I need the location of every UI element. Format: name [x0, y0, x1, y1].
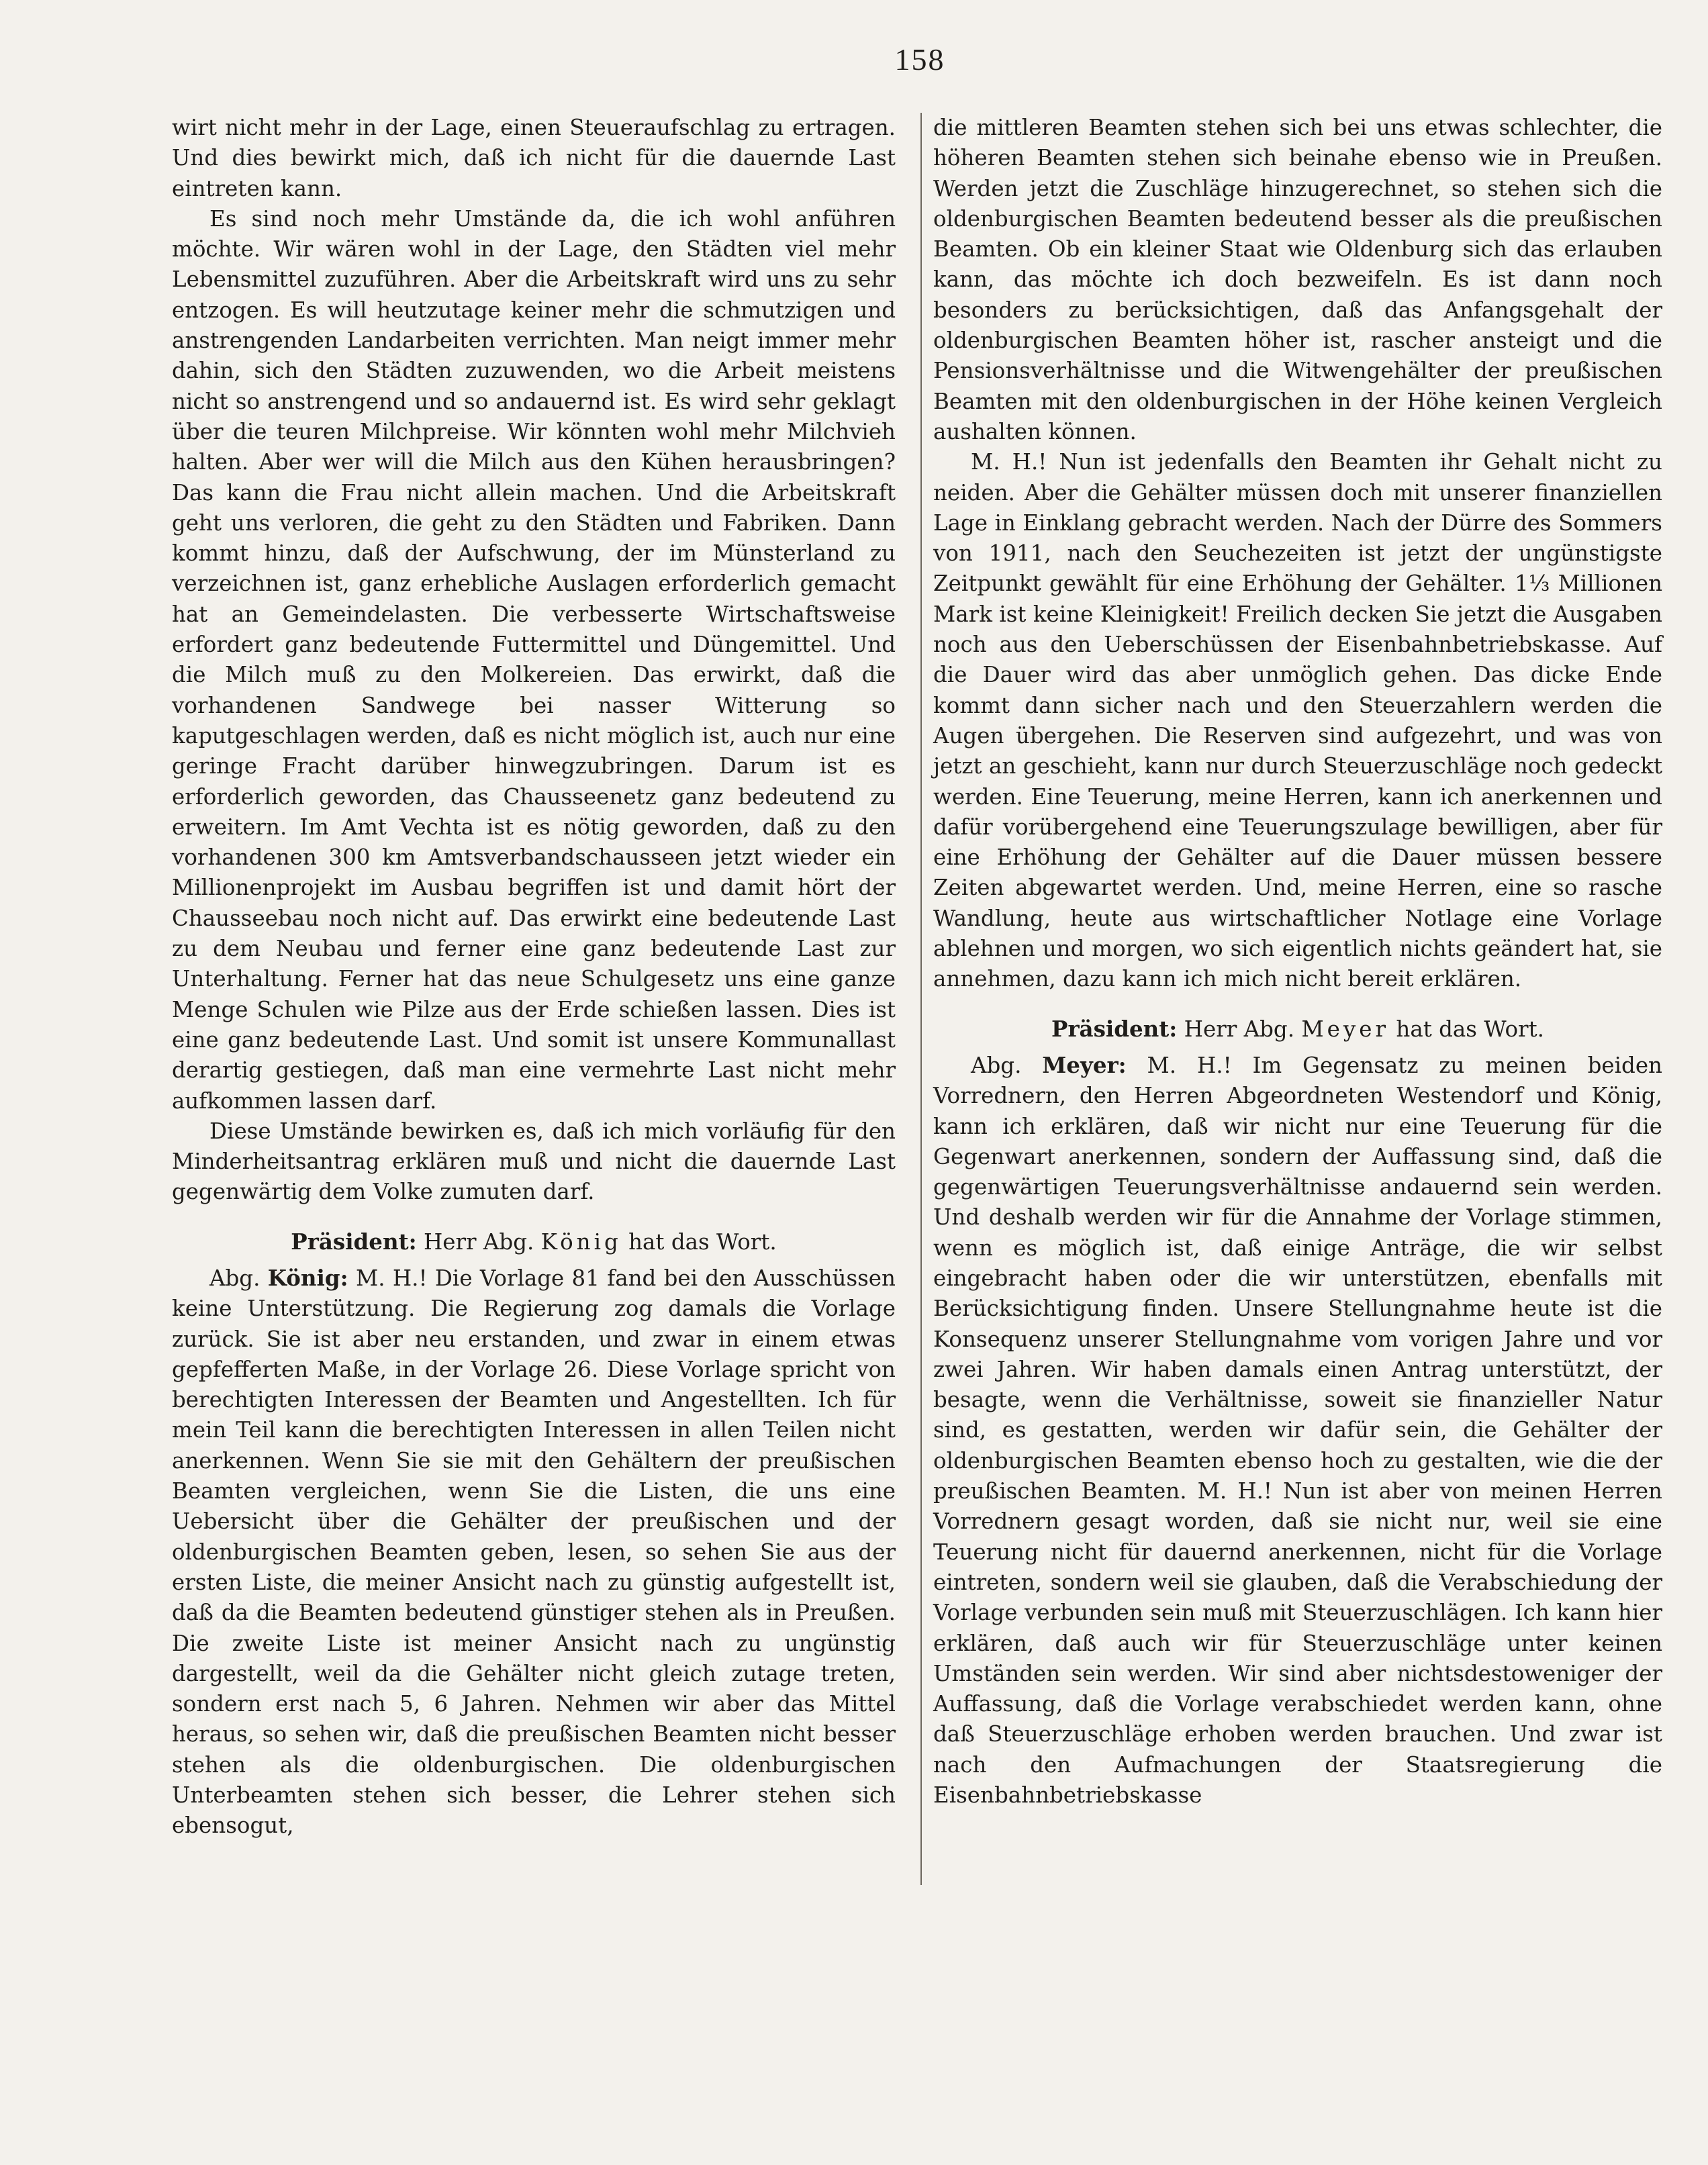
president-speaker-name: Meyer [1301, 1016, 1390, 1042]
speech-koenig [172, 1263, 896, 1841]
speech-prefix: Abg. [209, 1265, 260, 1291]
president-text-post: hat das Wort. [1396, 1016, 1544, 1042]
left-paragraph-1: wirt nicht mehr in der Lage, einen Steueraufschlag zu ertragen. Und dies bewirkt mich, daß ich nicht für die dauernde Last eintreten kann. [172, 115, 896, 201]
speech-speaker: Meyer: [1042, 1051, 1127, 1078]
president-text-pre: Herr Abg. [423, 1229, 534, 1255]
right-paragraph-1: die mittleren Beamten stehen sich bei uns etwas schlechter, die höheren Beamten stehen sich beinahe ebenso wie in Preußen. Werden jetzt die Zuschläge hinzugerechnet, so stehen sich die oldenburgischen Beamten bedeutend besser als die preußischen Beamten. Ob ein kleiner Staat wie Oldenburg sich das erlauben kann, das möchte ich doch bezweifeln. Es ist dann noch besonders zu berücksichtigen, daß das Anfangsgehalt der oldenburgischen Beamten höher ist, rascher ansteigt und die Pensionsverhältnisse und die Witwengehälter der preußischen Beamten mit den oldenburgischen in der Höhe keinen Vergleich aushalten können. [933, 115, 1662, 444]
president-announcement-meyer [933, 1014, 1662, 1045]
president-announcement-koenig [172, 1226, 896, 1257]
president-label: Präsident: [291, 1228, 417, 1255]
column-divider [920, 113, 922, 1885]
speech-text: M. H.! Im Gegensatz zu meinen beiden Vorrednern, den Herren Abgeordneten Westendorf und König, kann ich erklären, daß wir nicht nur eine Teuerung für die Gegenwart anerkennen, sondern der Auffassung sind, daß die gegenwärtigen Teuerungsverhältnisse andauernd sein werden. Und deshalb werden wir für die Annahme der Vorlage stimmen, wenn es möglich ist, daß einige Anträge, die wir selbst eingebracht haben oder die wir unterstützen, ebenfalls mit Berücksichtigung finden. Unsere Stellungnahme heute ist die Konsequenz unserer Stellungnahme vom vorigen Jahre und vor zwei Jahren. Wir haben damals einen Antrag unterstützt, der besagte, wenn die Verhältnisse, soweit sie finanzieller Natur sind, es gestatten, werden wir dafür sein, die Gehälter der oldenburgischen Beamten ebenso hoch zu gestalten, wie die der preußischen Beamten. M. H.! Nun ist aber von meinen Herren Vorrednern gesagt worden, daß sie nicht nur, weil sie eine Teuerung nicht für dauernd anerkennen, nicht für die Vorlage eintreten, sondern weil sie glauben, daß die Verabschiedung der Vorlage verbunden sein muß mit Steuerzuschlägen. Ich kann hier erklären, daß auch wir für Steuerzuschläge unter keinen Umständen sein werden. Wir sind aber nichtsdestoweniger der Auffassung, daß die Vorlage verabschiedet werden kann, ohne daß Steuerzuschläge erhoben werden brauchen. Und zwar ist nach den Aufmachungen der Staatsregierung die Eisenbahnbetriebskasse [933, 1052, 1662, 1809]
president-text-pre: Herr Abg. [1184, 1016, 1295, 1042]
president-label: Präsident: [1051, 1015, 1178, 1042]
president-speaker-name: König [540, 1229, 622, 1255]
right-paragraph-2: M. H.! Nun ist jedenfalls den Beamten ihr Gehalt nicht zu neiden. Aber die Gehälter müssen doch mit unserer finanziellen Lage in Einklang gebracht werden. Nach der Dürre des Sommers von 1911, nach den Seuchezeiten ist jetzt der ungünstigste Zeitpunkt gewählt für eine Erhöhung der Gehälter. 1⅓ Millionen Mark ist keine Kleinigkeit! Freilich decken Sie jetzt die Ausgaben noch aus den Ueberschüssen der Eisenbahnbetriebskasse. Auf die Dauer wird das aber unmöglich gehen. Das dicke Ende kommt dann sicher nach und den Steuerzahlern werden die Augen übergehen. Die Reserven sind aufgezehrt, und was von jetzt an geschieht, kann nur durch Steuerzuschläge noch gedeckt werden. Eine Teuerung, meine Herren, kann ich anerkennen und dafür vorübergehend eine Teuerungszulage bewilligen, aber für eine Erhöhung der Gehälter auf die Dauer müssen bessere Zeiten abgewartet werden. Und, meine Herren, eine so rasche Wandlung, heute aus wirtschaftlicher Notlage eine Vorlage ablehnen und morgen, wo sich eigentlich nichts geändert hat, sie annehmen, dazu kann ich mich nicht bereit erklären. [933, 449, 1662, 992]
left-column [172, 113, 896, 1841]
speech-text: M. H.! Die Vorlage 81 fand bei den Ausschüssen keine Unterstützung. Die Regierung zog damals die Vorlage zurück. Sie ist aber neu erstanden, und zwar in einem etwas gepfefferten Maße, in der Vorlage 26. Diese Vorlage spricht von berechtigten Interessen der Beamten und Angestellten. Ich für mein Teil kann die berechtigten Interessen in allen Teilen nicht anerkennen. Wenn Sie sie mit den Gehältern der preußischen Beamten vergleichen, wenn Sie die Listen, die uns eine Uebersicht über die Gehälter der preußischen und der oldenburgischen Beamten geben, lesen, so sehen Sie aus der ersten Liste, die meiner Ansicht nach zu günstig aufgestellt ist, daß da die Beamten bedeutend günstiger stehen als in Preußen. Die zweite Liste ist meiner Ansicht nach zu ungünstig dargestellt, weil da die Gehälter nicht gleich zutage treten, sondern erst nach 5, 6 Jahren. Nehmen wir aber das Mittel heraus, so sehen wir, daß die preußischen Beamten nicht besser stehen als die oldenburgischen. Die oldenburgischen Unterbeamten stehen sich besser, die Lehrer stehen sich ebensogut, [172, 1265, 896, 1839]
speech-speaker: König: [267, 1264, 348, 1291]
left-paragraph-2: Es sind noch mehr Umstände da, die ich wohl anführen möchte. Wir wären wohl in der Lage, den Städten viel mehr Lebensmittel zuzuführen. Aber die Arbeitskraft wird uns zu sehr entzogen. Es will heutzutage keiner mehr die schmutzigen und anstrengenden Landarbeiten verrichten. Man neigt immer mehr dahin, sich den Städten zuzuwenden, wo die Arbeit meistens nicht so anstrengend und so andauernd ist. Es wird sehr geklagt über die teuren Milchpreise. Wir könnten wohl mehr Milchvieh halten. Aber wer will die Milch aus den Kühen herausbringen? Das kann die Frau nicht allein machen. Und die Arbeitskraft geht uns verloren, die geht zu den Städten und Fabriken. Dann kommt hinzu, daß der Aufschwung, der im Münsterland zu verzeichnen ist, ganz erhebliche Auslagen erforderlich gemacht hat an Gemeindelasten. Die verbesserte Wirtschaftsweise erfordert ganz bedeutende Futtermittel und Düngemittel. Und die Milch muß zu den Molkereien. Das erwirkt, daß die vorhandenen Sandwege bei nasser Witterung so kaputgeschlagen werden, daß es nicht möglich ist, auch nur eine geringe Fracht darüber hinwegzubringen. Darum ist es erforderlich geworden, das Chausseenetz ganz bedeutend zu erweitern. Im Amt Vechta ist es nötig geworden, daß zu den vorhandenen 300 km Amtsverbandschausseen jetzt wieder ein Millionenprojekt im Ausbau begriffen ist und damit hört der Chausseebau noch nicht auf. Das erwirkt eine bedeutende Last zu dem Neubau und ferner eine ganz bedeutende Last zur Unterhaltung. Ferner hat das neue Schulgesetz uns eine ganze Menge Schulen wie Pilze aus der Erde schießen lassen. Dies ist eine ganz bedeutende Last. Und somit ist unsere Kommunallast derartig gestiegen, daß man eine vermehrte Last nicht mehr aufkommen lassen darf. [172, 205, 896, 1114]
speech-prefix: Abg. [971, 1052, 1022, 1078]
right-column [933, 113, 1662, 1811]
left-paragraph-3: Diese Umstände bewirken es, daß ich mich vorläufig für den Minderheitsantrag erklären muß und nicht die dauernde Last gegenwärtig dem Volke zumuten darf. [172, 1118, 896, 1205]
page-number: 158 [894, 42, 945, 77]
speech-meyer [933, 1050, 1662, 1811]
president-text-post: hat das Wort. [628, 1229, 777, 1255]
